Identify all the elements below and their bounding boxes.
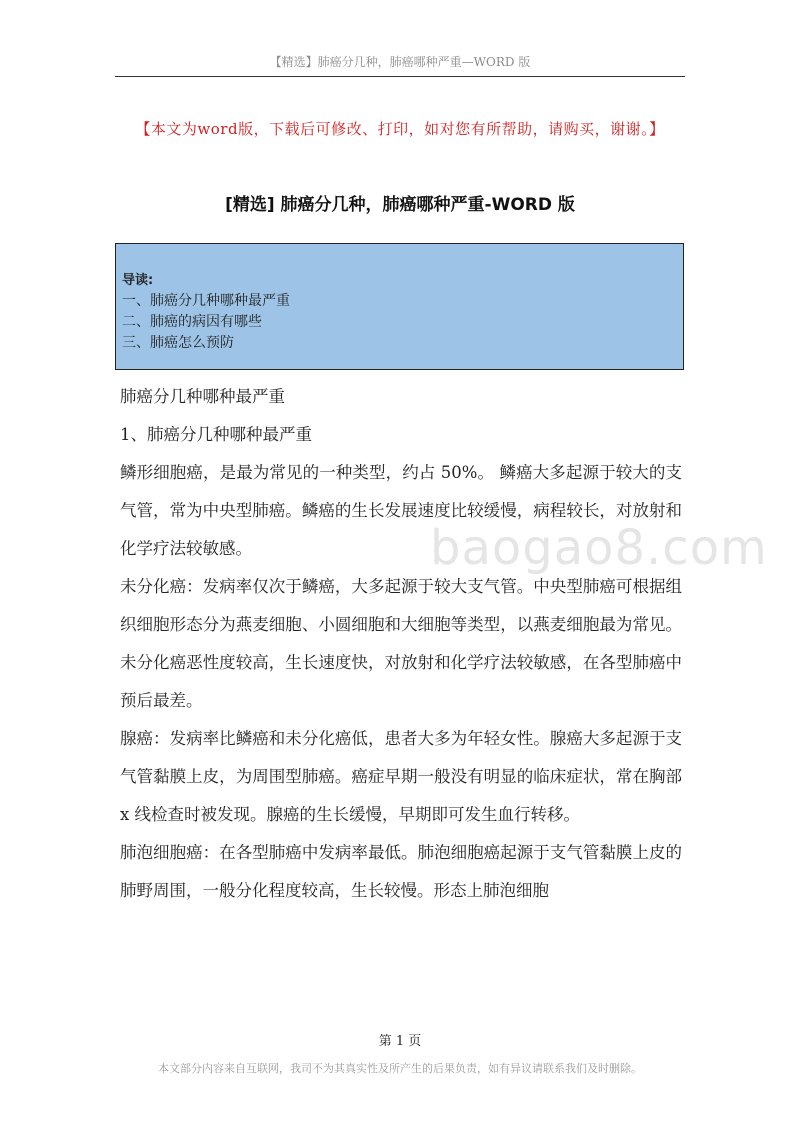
document-body [120,378,682,910]
body-paragraph: 未分化癌：发病率仅次于鳞癌，大多起源于较大支气管。中央型肺癌可根据组织细胞形态分为燕麦细胞、小圆细胞和大细胞等类型，以燕麦细胞最为常见。未分化癌恶性度较高，生长速度快，对放射和化学疗法较敏感，在各型肺癌中预后最差。 [120,577,682,710]
page-number: 第 1 页 [378,1034,422,1049]
subsection-title: 1、肺癌分几种哪种最严重 [120,425,312,444]
page-footer: 本文部分内容来自互联网，我司不为其真实性及所产生的后果负责，如有异议请联系我们及时删除。 [158,1062,642,1075]
document-title: [精选] 肺癌分几种，肺癌哪种严重-WORD 版 [225,195,575,215]
guide-heading: 导读: [122,273,154,288]
guide-box [115,243,684,370]
page-header: 【精选】肺癌分几种，肺癌哪种严重—WORD 版 [115,54,685,77]
body-paragraph: 腺癌：发病率比鳞癌和未分化癌低，患者大多为年轻女性。腺癌大多起源于支气管黏膜上皮，为周围型肺癌。癌症早期一般没有明显的临床症状，常在胸部 x 线检查时被发现。腺癌的生长缓慢，早期即可发生血行转移。 [120,729,682,824]
section-title: 肺癌分几种哪种最严重 [120,387,285,406]
guide-item: 三、肺癌怎么预防 [122,335,234,351]
body-paragraph: 鳞形细胞癌，是最为常见的一种类型，约占 50%。 鳞癌大多起源于较大的支气管，常为中央型肺癌。鳞癌的生长发展速度比较缓慢，病程较长，对放射和化学疗法较敏感。 [120,463,682,558]
guide-item: 一、肺癌分几种哪种最严重 [122,293,290,309]
guide-item: 二、肺癌的病因有哪些 [122,314,262,330]
word-version-notice: 【本文为word版，下载后可修改、打印，如对您有所帮助，请购买，谢谢。】 [135,120,665,138]
body-paragraph: 肺泡细胞癌：在各型肺癌中发病率最低。肺泡细胞癌起源于支气管黏膜上皮的肺野周围，一般分化程度较高，生长较慢。形态上肺泡细胞 [120,843,682,900]
watermark: baogao8.com [430,520,768,576]
